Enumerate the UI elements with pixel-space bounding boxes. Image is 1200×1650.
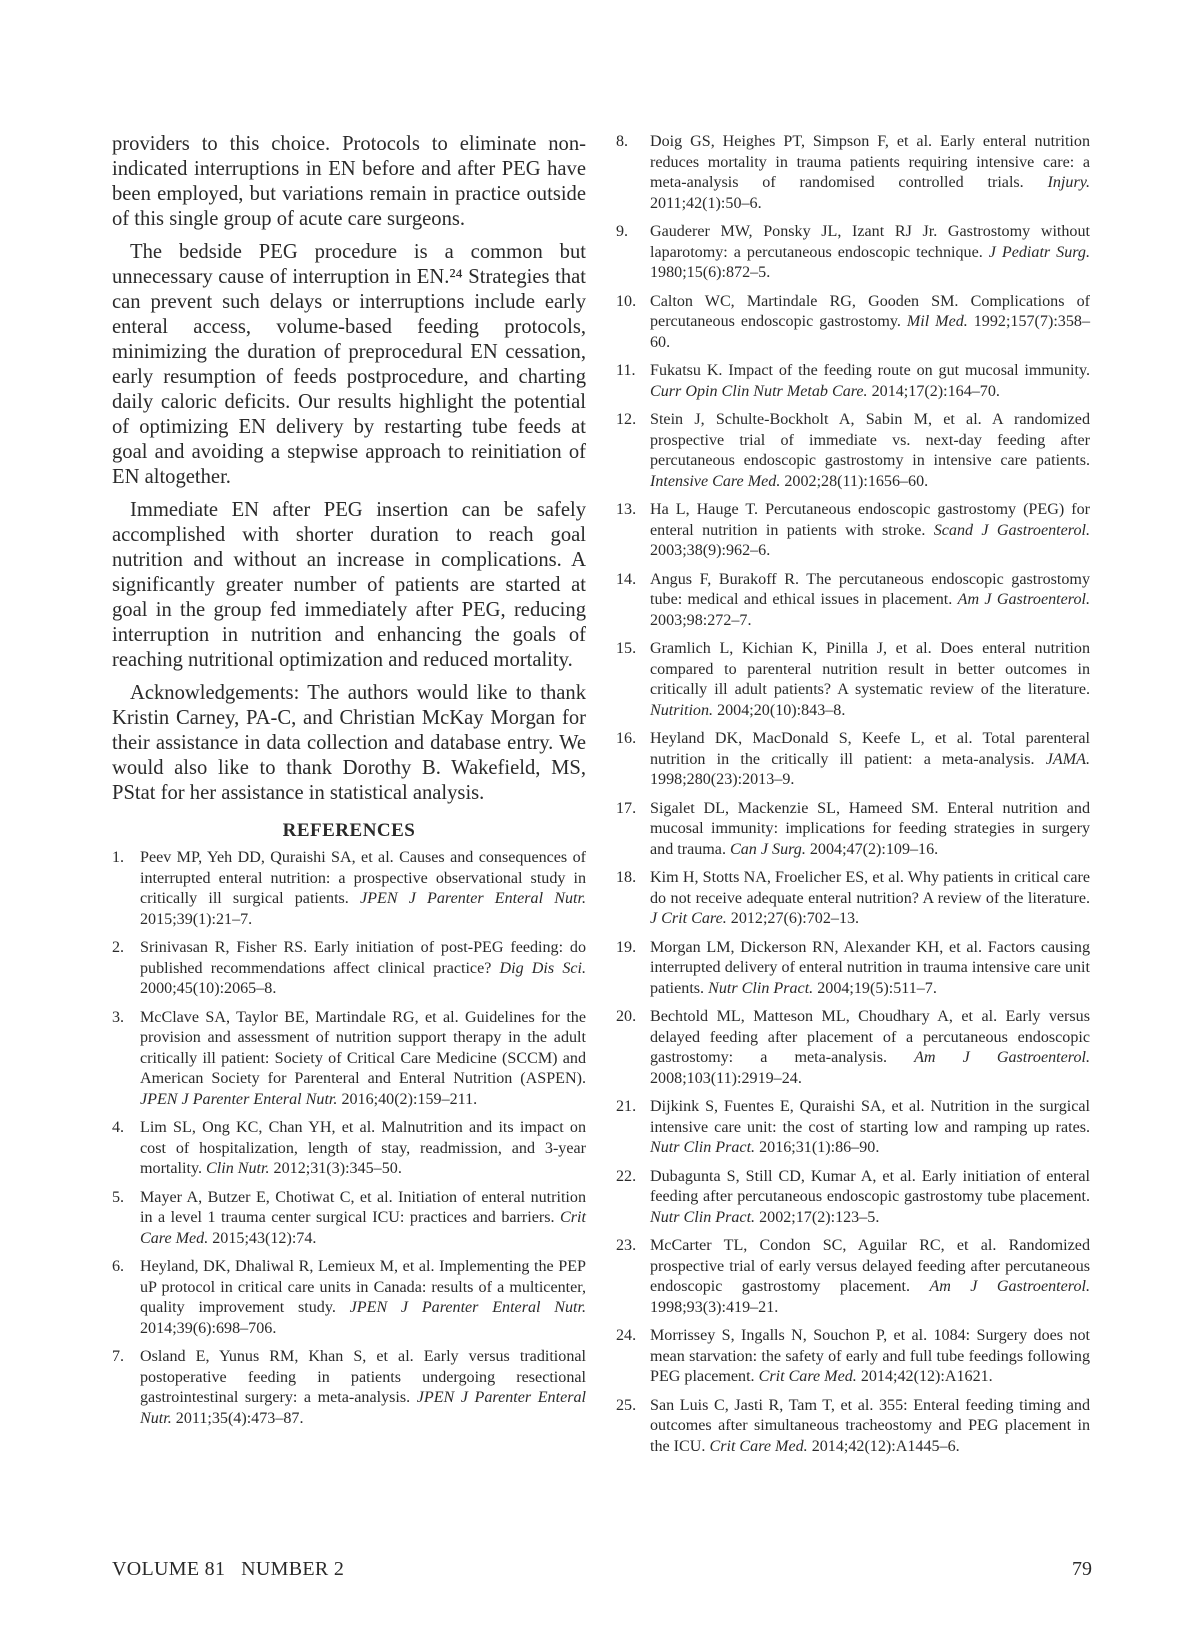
reference-number: 9. (616, 223, 629, 240)
reference-item (112, 848, 586, 930)
reference-volume-pages: 1992;157(7):358–60. (650, 313, 1090, 351)
reference-item (616, 1007, 1090, 1089)
reference-volume-pages: 2016;31(1):86–90. (755, 1139, 880, 1156)
reference-number: 10. (616, 292, 637, 310)
reference-item (616, 222, 1090, 284)
reference-journal: J Crit Care. (650, 910, 727, 927)
reference-journal: JAMA. (1045, 750, 1090, 768)
reference-journal: Crit Care Med. (140, 1209, 586, 1247)
reference-citation: Gramlich L, Kichian K, Pinilla J, et al. Does enteral nutrition compared to parenteral nutrition result in better outcomes in critically ill adult patients? A systematic review of the literature. (650, 640, 1090, 698)
reference-number: 16. (616, 730, 637, 747)
reference-journal: Nutr Clin Pract. (650, 1139, 756, 1156)
reference-number: 19. (616, 938, 637, 956)
reference-volume-pages: 2008;103(11):2919–24. (650, 1069, 802, 1087)
reference-journal: Crit Care Med. (709, 1437, 808, 1455)
reference-journal: Nutrition. (650, 701, 714, 719)
reference-citation: Sigalet DL, Mackenzie SL, Hameed SM. Enteral nutrition and mucosal immunity: implications for feeding strategies in surgery and trauma. (650, 799, 1090, 858)
body-paragraph-3: Immediate EN after PEG insertion can be safely accomplished with shorter duration to reach goal nutrition and without an increase in complications. A significantly greater number of patients are started at goal in the group fed immediately after PEG, reducing interruption in nutrition and enhancing the goals of reaching nutritional optimization and reduced mortality. (112, 499, 586, 671)
reference-volume-pages: 2011;35(4):473–87. (171, 1409, 304, 1427)
journal-volume-footer (112, 1558, 344, 1581)
reference-number: 24. (616, 1327, 637, 1344)
reference-volume-pages: 2014;42(12):A1445–6. (807, 1437, 960, 1455)
reference-volume-pages: 2004;20(10):843–8. (713, 701, 846, 719)
reference-number: 25. (616, 1396, 637, 1414)
reference-item (616, 132, 1090, 214)
body-paragraph-1: providers to this choice. Protocols to eliminate non-indicated interruptions in EN before and after PEG have been employed, but variations remain in practice outside of this single group of acute care surgeons. (112, 133, 586, 230)
reference-number: 13. (616, 501, 637, 518)
reference-number: 2. (112, 939, 125, 956)
reference-number: 11. (616, 362, 636, 379)
reference-volume-pages: 2002;17(2):123–5. (755, 1208, 880, 1226)
reference-number: 4. (112, 1119, 125, 1136)
reference-number: 5. (112, 1188, 125, 1206)
reference-journal: Curr Opin Clin Nutr Metab Care. (650, 382, 868, 400)
reference-item (616, 410, 1090, 492)
reference-number: 15. (616, 640, 637, 657)
reference-citation: Calton WC, Martindale RG, Gooden SM. Complications of percutaneous endoscopic gastrostomy. (650, 292, 1090, 330)
reference-citation: Morgan LM, Dickerson RN, Alexander KH, et al. Factors causing interrupted delivery of enteral nutrition in trauma intensive care unit patients. (650, 938, 1090, 997)
reference-volume-pages: 1998;93(3):419–21. (650, 1298, 779, 1316)
reference-number: 1. (112, 849, 125, 866)
reference-item (616, 570, 1090, 632)
reference-item (616, 729, 1090, 791)
reference-citation: Srinivasan R, Fisher RS. Early initiation of post-PEG feeding: do published recommendations affect clinical practice? (140, 939, 586, 977)
reference-citation: Doig GS, Heighes PT, Simpson F, et al. Early enteral nutrition reduces mortality in trauma patients requiring intensive care: a meta-analysis of randomised controlled trials. (650, 133, 1090, 191)
reference-item (112, 1008, 586, 1111)
reference-journal: JPEN J Parenter Enteral Nutr. (140, 1389, 586, 1427)
reference-journal: Mil Med. (906, 313, 968, 330)
reference-number: 12. (616, 411, 637, 428)
reference-citation: McClave SA, Taylor BE, Martindale RG, et al. Guidelines for the provision and assessment of nutrition support therapy in the adult critically ill patient: Society of Critical Care Medicine (SCCM) and American Society for Parenteral and Enteral Nutrition (ASPEN). (140, 1008, 586, 1087)
reference-number: 14. (616, 570, 637, 588)
reference-citation: Dijkink S, Fuentes E, Quraishi SA, et al. Nutrition in the surgical intensive care unit: the cost of starting low and ramping up rates. (650, 1098, 1090, 1136)
reference-volume-pages: 2014;39(6):698–706. (140, 1319, 277, 1337)
reference-journal: Am J Gastroenterol. (957, 591, 1090, 608)
reference-citation: San Luis C, Jasti R, Tam T, et al. 355: Enteral feeding timing and outcomes after simultaneous tracheostomy and PEG placement in the ICU. (650, 1396, 1090, 1455)
references-list-right (616, 132, 1090, 1457)
reference-journal: Crit Care Med. (758, 1368, 857, 1385)
acknowledgements-paragraph: Acknowledgements: The authors would like to thank Kristin Carney, PA-C, and Christian McKay Morgan for their assistance in data collection and database entry. We would also like to thank Dorothy B. Wakefield, MS, PStat for her assistance in statistical analysis. (112, 682, 586, 804)
reference-item (112, 1347, 586, 1429)
reference-volume-pages: 2011;42(1):50–6. (650, 194, 762, 212)
reference-journal: Am J Gastroenterol. (929, 1278, 1090, 1295)
reference-volume-pages: 2014;17(2):164–70. (867, 382, 1000, 400)
reference-citation: McCarter TL, Condon SC, Aguilar RC, et al. Randomized prospective trial of early versus delayed feeding after percutaneous endoscopic gastrostomy placement. (650, 1237, 1090, 1295)
reference-journal: Intensive Care Med. (650, 472, 781, 490)
reference-volume-pages: 2000;45(10):2065–8. (140, 980, 277, 997)
reference-item (112, 1118, 586, 1180)
reference-item (616, 1236, 1090, 1318)
reference-citation: Gauderer MW, Ponsky JL, Izant RJ Jr. Gastrostomy without laparotomy: a percutaneous endoscopic technique. (650, 223, 1090, 261)
reference-volume-pages: 2014;42(12):A1621. (856, 1368, 993, 1385)
reference-number: 3. (112, 1008, 125, 1026)
references-heading: REFERENCES (282, 820, 416, 841)
reference-citation: Lim SL, Ong KC, Chan YH, et al. Malnutrition and its impact on cost of hospitalization, length of stay, readmission, and 3-year mortality. (140, 1119, 586, 1177)
reference-item (616, 639, 1090, 721)
reference-citation: Peev MP, Yeh DD, Quraishi SA, et al. Causes and consequences of interrupted enteral nutrition: a prospective observational study in critically ill surgical patients. (140, 849, 586, 907)
reference-volume-pages: 2012;27(6):702–13. (726, 910, 860, 927)
reference-item (616, 1396, 1090, 1458)
reference-number: 23. (616, 1237, 637, 1254)
reference-journal: Am J Gastroenterol. (914, 1049, 1090, 1066)
reference-citation: Kim H, Stotts NA, Froelicher ES, et al. Why patients in critical care do not receive adequate enteral nutrition? A review of the literature. (650, 869, 1090, 907)
reference-journal: Nutr Clin Pract. (708, 979, 814, 997)
reference-item (616, 868, 1090, 930)
reference-citation: Morrissey S, Ingalls N, Souchon P, et al. 1084: Surgery does not mean starvation: the safety of early and full tube feedings following PEG placement. (650, 1327, 1090, 1385)
reference-citation: Osland E, Yunus RM, Khan S, et al. Early versus traditional postoperative feeding in patients undergoing resectional gastrointestinal surgery: a meta-analysis. (140, 1348, 586, 1406)
reference-number: 18. (616, 869, 637, 886)
reference-volume-pages: 2016;40(2):159–211. (337, 1090, 478, 1108)
reference-journal: Nutr Clin Pract. (650, 1208, 756, 1226)
reference-citation: Fukatsu K. Impact of the feeding route on gut mucosal immunity. (650, 362, 1090, 379)
reference-journal: J Pediatr Surg. (988, 243, 1090, 261)
right-column (616, 132, 1090, 1465)
reference-number: 21. (616, 1098, 637, 1115)
reference-journal: Clin Nutr. (206, 1160, 270, 1177)
reference-journal: JPEN J Parenter Enteral Nutr. (360, 890, 586, 907)
reference-number: 6. (112, 1258, 125, 1275)
reference-journal: JPEN J Parenter Enteral Nutr. (349, 1299, 586, 1316)
reference-item (616, 1326, 1090, 1388)
reference-volume-pages: 1980;15(6):872–5. (650, 264, 771, 281)
reference-number: 8. (616, 133, 629, 150)
reference-volume-pages: 2004;47(2):109–16. (805, 840, 939, 858)
reference-number: 20. (616, 1008, 637, 1025)
reference-item (616, 938, 1090, 1000)
reference-citation: Ha L, Hauge T. Percutaneous endoscopic gastrostomy (PEG) for enteral nutrition in patients with stroke. (650, 501, 1090, 539)
page-number: 79 (1072, 1558, 1092, 1580)
reference-volume-pages: 2015;43(12):74. (208, 1229, 317, 1247)
reference-journal: Scand J Gastroenterol. (933, 521, 1090, 539)
body-paragraph-2: The bedside PEG procedure is a common but unnecessary cause of interruption in EN.²⁴ Strategies that can prevent such delays or interruptions include early enteral access, volume-based feeding protocols, minimizing the duration of preprocedural EN cessation, early resumption of feeds postprocedure, and charting daily caloric deficits. Our results highlight the potential of optimizing EN delivery by restarting tube feeds at goal and avoiding a stepwise approach to reinitiation of EN altogether. (112, 241, 586, 488)
reference-number: 7. (112, 1348, 125, 1365)
reference-item (112, 1188, 586, 1250)
reference-citation: Dubagunta S, Still CD, Kumar A, et al. Early initiation of enteral feeding after percutaneous endoscopic gastrostomy tube placement. (650, 1167, 1090, 1205)
reference-journal: JPEN J Parenter Enteral Nutr. (140, 1090, 338, 1108)
reference-item (616, 1167, 1090, 1229)
references-list-left (112, 848, 586, 1429)
reference-volume-pages: 1998;280(23):2013–9. (650, 771, 795, 788)
reference-number: 22. (616, 1167, 637, 1185)
reference-volume-pages: 2002;28(11):1656–60. (780, 472, 929, 490)
reference-citation: Mayer A, Butzer E, Chotiwat C, et al. Initiation of enteral nutrition in a level 1 trauma center surgical ICU: practices and barriers. (140, 1188, 586, 1226)
reference-journal: Can J Surg. (730, 840, 806, 858)
reference-item (112, 938, 586, 1000)
reference-citation: Bechtold ML, Matteson ML, Choudhary A, et al. Early versus delayed feeding after placement of a percutaneous endoscopic gastrostomy: a meta-analysis. (650, 1008, 1090, 1066)
reference-item (616, 292, 1090, 354)
reference-item (616, 799, 1090, 861)
reference-item (616, 361, 1090, 402)
left-column (112, 132, 586, 1437)
reference-item (616, 500, 1090, 562)
reference-volume-pages: 2004;19(5):511–7. (813, 979, 937, 997)
reference-journal: Injury. (1047, 174, 1090, 191)
reference-volume-pages: 2012;31(3):345–50. (269, 1160, 402, 1177)
reference-volume-pages: 2003;98:272–7. (650, 611, 752, 629)
reference-number: 17. (616, 799, 637, 817)
reference-citation: Heyland DK, MacDonald S, Keefe L, et al. Total parenteral nutrition in the critically ill patient: a meta-analysis. (650, 730, 1090, 768)
reference-item (112, 1257, 586, 1339)
reference-citation: Stein J, Schulte-Bockholt A, Sabin M, et al. A randomized prospective trial of immediate vs. next-day feeding after percutaneous endoscopic gastrostomy in intensive care patients. (650, 411, 1090, 469)
reference-item (616, 1097, 1090, 1159)
reference-citation: Heyland, DK, Dhaliwal R, Lemieux M, et al. Implementing the PEP uP protocol in critical care units in Canada: results of a multicenter, quality improvement study. (140, 1258, 586, 1316)
reference-journal: Dig Dis Sci. (499, 959, 586, 977)
reference-volume-pages: 2015;39(1):21–7. (140, 910, 253, 928)
reference-volume-pages: 2003;38(9):962–6. (650, 542, 771, 559)
reference-citation: Angus F, Burakoff R. The percutaneous endoscopic gastrostomy tube: medical and ethical issues in placement. (650, 570, 1090, 608)
volume-label: VOLUME 81 NUMBER 2 (112, 1558, 345, 1580)
